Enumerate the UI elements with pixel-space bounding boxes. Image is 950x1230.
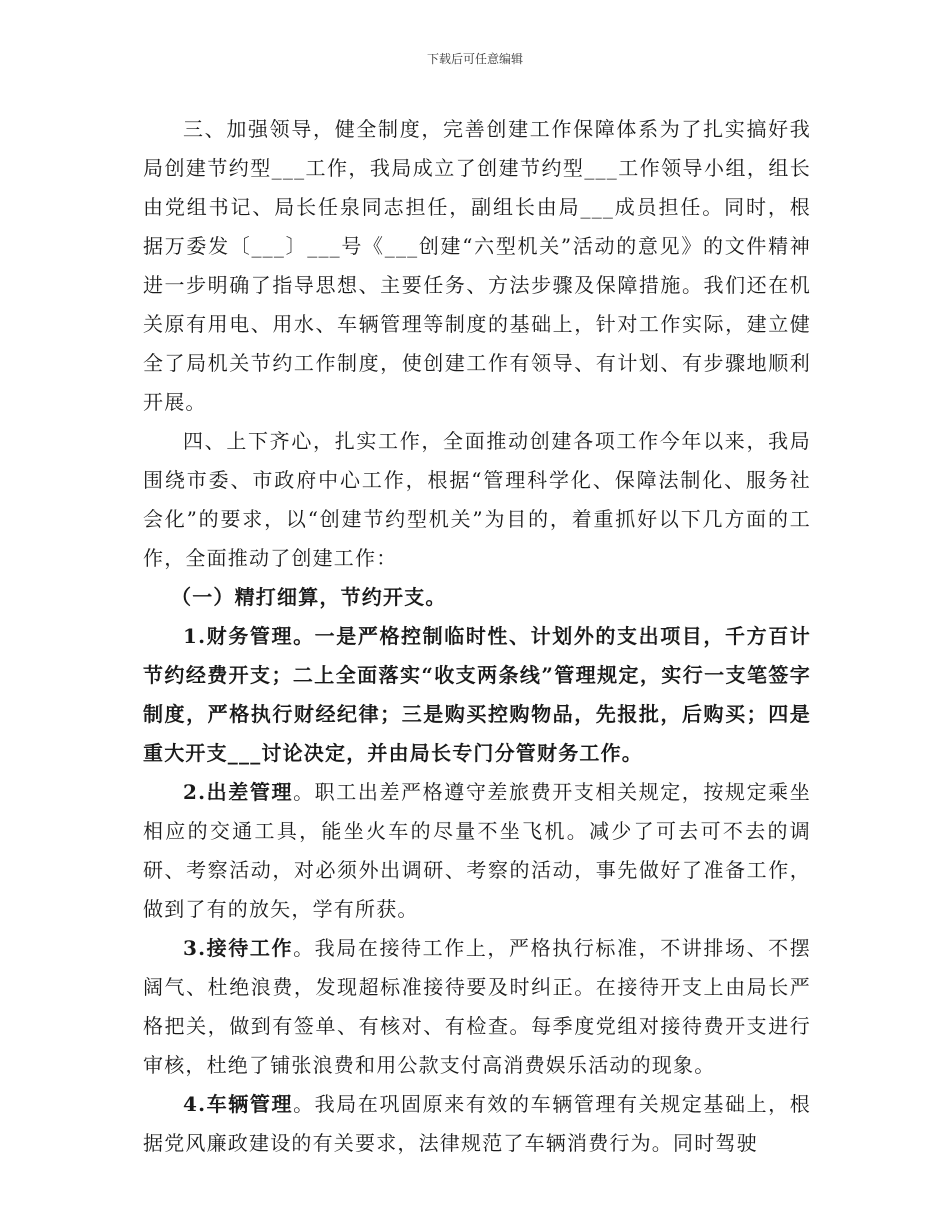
paragraph-unity: 四、上下齐心，扎实工作，全面推动创建各项工作今年以来，我局围绕市委、市政府中心工作，根据“管理科学化、保障法制化、服务社会化”的要求，以“创建节约型机关”为目的，着重抓好以下几方面的工作，全面推动了创建工作：	[143, 429, 811, 570]
item-title-reception: 3.接待工作	[183, 936, 294, 960]
document-body	[143, 110, 811, 1163]
paragraph-leadership: 三、加强领导，健全制度，完善创建工作保障体系为了扎实搞好我局创建节约型___工作，我局成立了创建节约型___工作领导小组，组长由党组书记、局长任泉同志担任，副组长由局___成员担任。同时，根据万委发〔___〕___号《___创建“六型机关”活动的意见》的文件精神进一步明确了指导思想、主要任务、方法步骤及保障措施。我们还在机关原有用电、用水、车辆管理等制度的基础上，针对工作实际，建立健全了局机关节约工作制度，使创建工作有领导、有计划、有步骤地顺利开展。	[143, 117, 811, 414]
item-body-travel: 。职工出差严格遵守差旅费开支相关规定，按规定乘坐相应的交通工具，能坐火车的尽量不坐飞机。减少了可去可不去的调研、考察活动，对必须外出调研、考察的活动，事先做好了准备工作，做到了有的放矢，学有所获。	[143, 780, 811, 921]
page-header: 下载后可任意编辑	[426, 52, 523, 66]
item-body-vehicles: 。我局在巩固原来有效的车辆管理有关规定基础上，根据党风廉政建设的有关要求，法律规范了车辆消费行为。同时驾驶	[143, 1092, 811, 1155]
item-title-travel: 2.出差管理	[183, 780, 294, 804]
paragraph-vehicles	[143, 1085, 811, 1163]
item-body-reception: 。我局在接待工作上，严格执行标准，不讲排场、不摆阔气、杜绝浪费，发现超标准接待要及时纠正。在接待开支上由局长严格把关，做到有签单、有核对、有检查。每季度党组对接待费开支进行审核，杜绝了铺张浪费和用公款支付高消费娱乐活动的现象。	[143, 936, 811, 1077]
section-heading-budget: （一）精打细算，节约开支。	[171, 585, 447, 609]
paragraph-travel	[143, 773, 811, 929]
paragraph-finance: 1.财务管理。一是严格控制临时性、计划外的支出项目，千方百计节约经费开支；二上全面落实“收支两条线”管理规定，实行一支笔签字制度，严格执行财经纪律；三是购买控购物品，先报批，后购买；四是重大开支___讨论决定，并由局长专门分管财务工作。	[143, 624, 811, 765]
paragraph-reception	[143, 929, 811, 1085]
item-title-vehicles: 4.车辆管理	[183, 1092, 294, 1116]
